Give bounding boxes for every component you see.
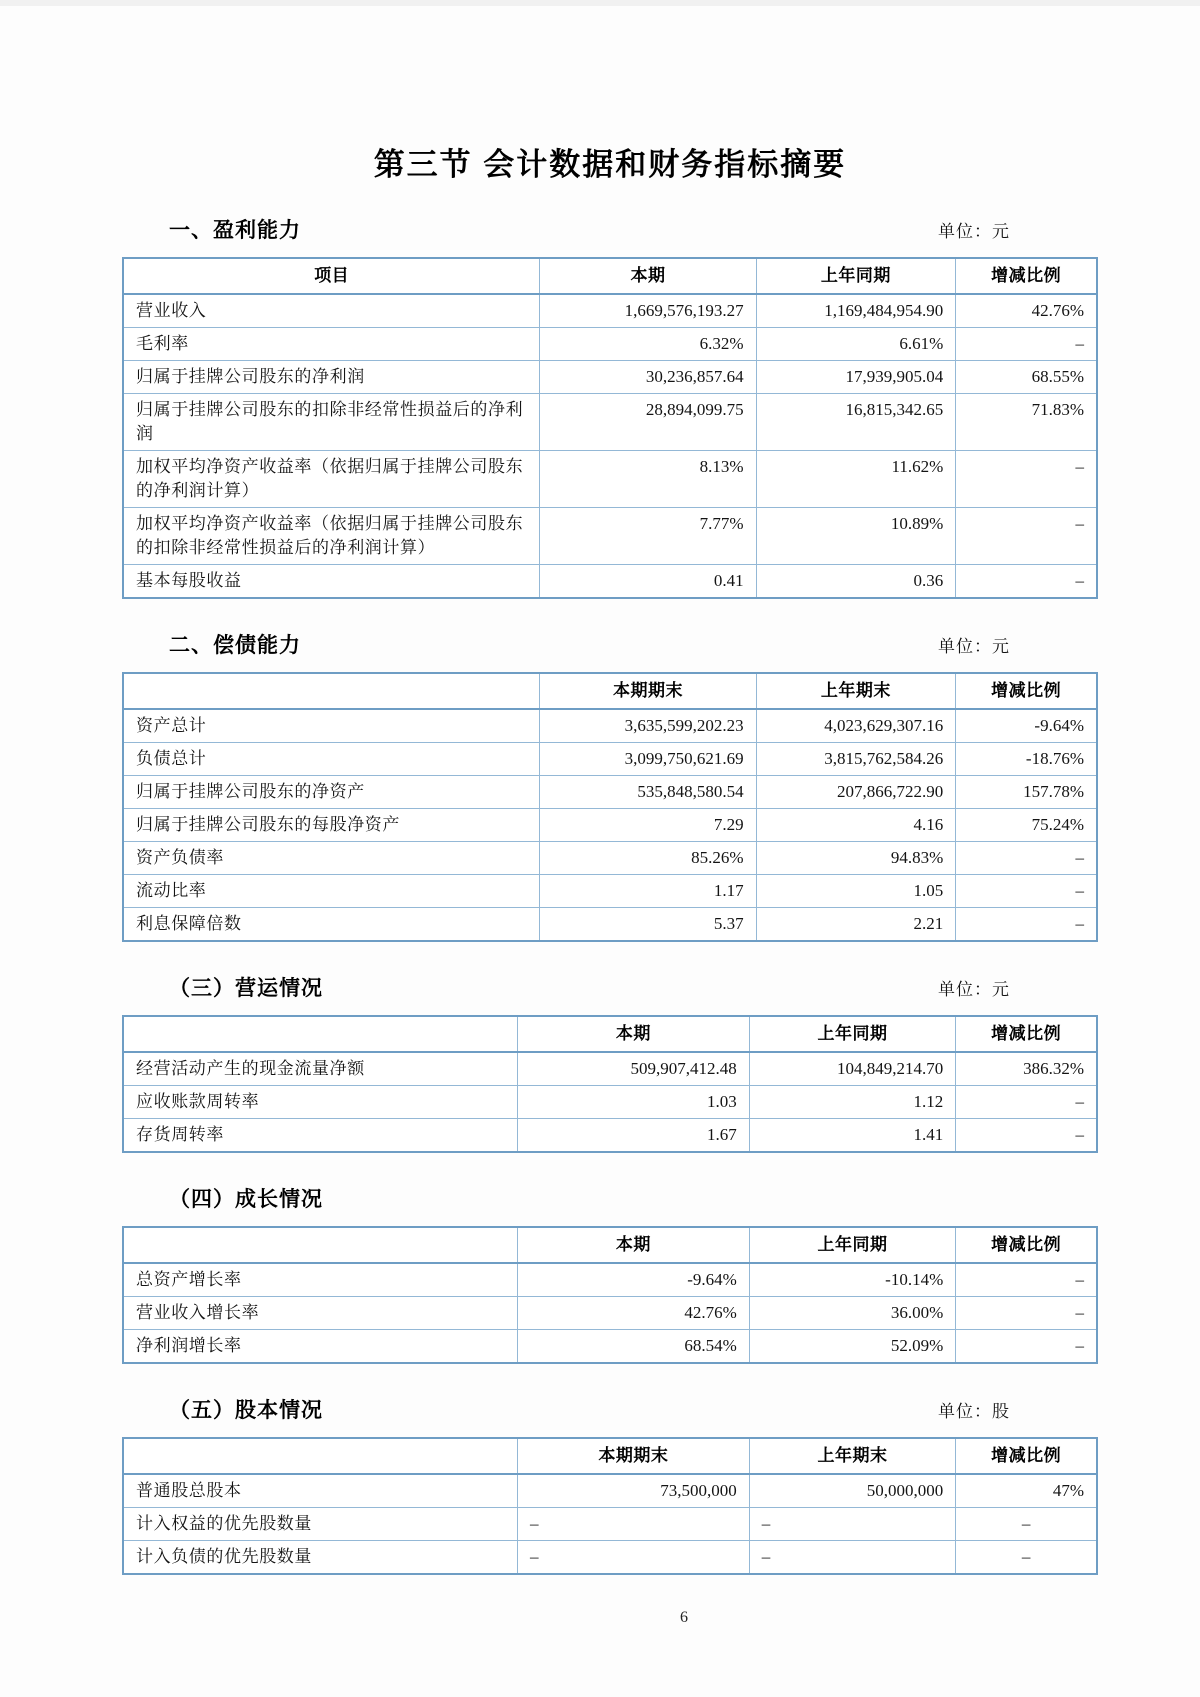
table-row: [123, 776, 1097, 809]
row-label-cell: 负债总计: [123, 743, 540, 776]
value-cell: 10.89%: [756, 508, 956, 565]
table-row: [123, 1297, 1097, 1330]
table-row: [123, 1086, 1097, 1119]
value-cell: -10.14%: [749, 1263, 955, 1297]
row-label-cell: 加权平均净资产收益率（依据归属于挂牌公司股东的净利润计算）: [123, 451, 540, 508]
table-row: [123, 908, 1097, 942]
table-header-row: [123, 1016, 1097, 1052]
value-cell: 1,169,484,954.90: [756, 294, 956, 328]
table-row: [123, 743, 1097, 776]
value-cell: –: [749, 1541, 955, 1575]
column-header: 上年同期: [749, 1016, 955, 1052]
value-cell: –: [956, 508, 1097, 565]
value-cell: 42.76%: [517, 1297, 749, 1330]
column-header: 上年同期: [756, 258, 956, 294]
column-header: 本期: [517, 1227, 749, 1263]
value-cell: 94.83%: [756, 842, 956, 875]
value-cell: 85.26%: [540, 842, 756, 875]
row-label-cell: 经营活动产生的现金流量净额: [123, 1052, 517, 1086]
column-header: 增减比例: [956, 1438, 1097, 1474]
share-capital-table: [122, 1437, 1098, 1575]
column-header: 增减比例: [956, 258, 1097, 294]
value-cell: 16,815,342.65: [756, 394, 956, 451]
row-label-cell: 计入权益的优先股数量: [123, 1508, 517, 1541]
value-cell: 207,866,722.90: [756, 776, 956, 809]
section-heading: （四）成长情况: [169, 1188, 323, 1211]
row-label-cell: 总资产增长率: [123, 1263, 517, 1297]
value-cell: –: [956, 875, 1097, 908]
value-cell: 71.83%: [956, 394, 1097, 451]
value-cell: –: [956, 1541, 1097, 1575]
row-label-cell: 应收账款周转率: [123, 1086, 517, 1119]
value-cell: 157.78%: [956, 776, 1097, 809]
row-label-cell: 流动比率: [123, 875, 540, 908]
column-header: 项目: [123, 258, 540, 294]
row-label-cell: 加权平均净资产收益率（依据归属于挂牌公司股东的扣除非经常性损益后的净利润计算）: [123, 508, 540, 565]
page-title: 第三节 会计数据和财务指标摘要: [373, 147, 847, 182]
value-cell: 7.77%: [540, 508, 756, 565]
value-cell: 1.17: [540, 875, 756, 908]
row-label-cell: 营业收入: [123, 294, 540, 328]
section-heading-row: [122, 214, 1098, 244]
table-row: [123, 842, 1097, 875]
section-heading-row: [122, 972, 1098, 1002]
value-cell: 3,635,599,202.23: [540, 709, 756, 743]
value-cell: –: [956, 908, 1097, 942]
row-label-cell: 普通股总股本: [123, 1474, 517, 1508]
value-cell: -18.76%: [956, 743, 1097, 776]
value-cell: –: [956, 1119, 1097, 1153]
value-cell: 47%: [956, 1474, 1097, 1508]
value-cell: 68.55%: [956, 361, 1097, 394]
value-cell: 11.62%: [756, 451, 956, 508]
value-cell: -9.64%: [517, 1263, 749, 1297]
value-cell: –: [956, 1263, 1097, 1297]
table-header-row: [123, 258, 1097, 294]
table-header-row: [123, 1227, 1097, 1263]
section-heading-row: [122, 629, 1098, 659]
row-label-cell: 毛利率: [123, 328, 540, 361]
section-heading-row: [122, 1183, 1098, 1213]
table-header-row: [123, 673, 1097, 709]
row-label-cell: 营业收入增长率: [123, 1297, 517, 1330]
value-cell: 1.41: [749, 1119, 955, 1153]
row-label-cell: 存货周转率: [123, 1119, 517, 1153]
column-header: 增减比例: [956, 1016, 1097, 1052]
value-cell: –: [956, 451, 1097, 508]
table-row: [123, 1119, 1097, 1153]
table-row: [123, 1474, 1097, 1508]
row-label-cell: 归属于挂牌公司股东的扣除非经常性损益后的净利润: [123, 394, 540, 451]
value-cell: –: [956, 1086, 1097, 1119]
value-cell: 73,500,000: [517, 1474, 749, 1508]
value-cell: 7.29: [540, 809, 756, 842]
value-cell: 3,815,762,584.26: [756, 743, 956, 776]
value-cell: 104,849,214.70: [749, 1052, 955, 1086]
value-cell: 4.16: [756, 809, 956, 842]
section-heading: 一、盈利能力: [169, 219, 301, 242]
solvency-table: [122, 672, 1098, 942]
value-cell: 6.61%: [756, 328, 956, 361]
table-row: [123, 1541, 1097, 1575]
unit-label: 单位：元: [938, 637, 1010, 656]
value-cell: 50,000,000: [749, 1474, 955, 1508]
column-header: 本期: [540, 258, 756, 294]
row-label-cell: 归属于挂牌公司股东的净利润: [123, 361, 540, 394]
column-header: 上年期末: [756, 673, 956, 709]
table-row: [123, 1263, 1097, 1297]
value-cell: 0.41: [540, 565, 756, 599]
value-cell: 386.32%: [956, 1052, 1097, 1086]
value-cell: 0.36: [756, 565, 956, 599]
row-label-cell: 基本每股收益: [123, 565, 540, 599]
section-share-capital: [122, 1394, 1098, 1575]
row-label-cell: 利息保障倍数: [123, 908, 540, 942]
value-cell: –: [956, 1330, 1097, 1364]
value-cell: 1.67: [517, 1119, 749, 1153]
section-heading: 二、偿债能力: [169, 634, 301, 657]
table-header-row: [123, 1438, 1097, 1474]
value-cell: 1.03: [517, 1086, 749, 1119]
column-header: [123, 1227, 517, 1263]
column-header: 本期期末: [517, 1438, 749, 1474]
table-row: [123, 809, 1097, 842]
value-cell: 30,236,857.64: [540, 361, 756, 394]
value-cell: –: [749, 1508, 955, 1541]
profitability-table: [122, 257, 1098, 599]
table-row: [123, 1052, 1097, 1086]
value-cell: –: [517, 1508, 749, 1541]
value-cell: 28,894,099.75: [540, 394, 756, 451]
value-cell: 3,099,750,621.69: [540, 743, 756, 776]
section-profitability: [122, 214, 1098, 599]
value-cell: 17,939,905.04: [756, 361, 956, 394]
value-cell: –: [956, 328, 1097, 361]
value-cell: 75.24%: [956, 809, 1097, 842]
value-cell: 535,848,580.54: [540, 776, 756, 809]
row-label-cell: 净利润增长率: [123, 1330, 517, 1364]
value-cell: 68.54%: [517, 1330, 749, 1364]
value-cell: 509,907,412.48: [517, 1052, 749, 1086]
table-row: [123, 1330, 1097, 1364]
table-row: [123, 451, 1097, 508]
column-header: 本期期末: [540, 673, 756, 709]
column-header: 本期: [517, 1016, 749, 1052]
value-cell: –: [956, 1297, 1097, 1330]
value-cell: 1,669,576,193.27: [540, 294, 756, 328]
value-cell: –: [956, 565, 1097, 599]
table-row: [123, 328, 1097, 361]
column-header: 增减比例: [956, 673, 1097, 709]
value-cell: 1.05: [756, 875, 956, 908]
page-content: [122, 0, 1098, 1627]
value-cell: 5.37: [540, 908, 756, 942]
column-header: [123, 1438, 517, 1474]
section-heading: （三）营运情况: [169, 977, 323, 1000]
operations-table: [122, 1015, 1098, 1153]
value-cell: 8.13%: [540, 451, 756, 508]
value-cell: –: [517, 1541, 749, 1575]
value-cell: 42.76%: [956, 294, 1097, 328]
unit-label: 单位：元: [938, 222, 1010, 241]
row-label-cell: 资产负债率: [123, 842, 540, 875]
row-label-cell: 归属于挂牌公司股东的每股净资产: [123, 809, 540, 842]
unit-label: 单位：股: [938, 1402, 1010, 1421]
section-growth: [122, 1183, 1098, 1364]
table-row: [123, 294, 1097, 328]
table-row: [123, 709, 1097, 743]
section-operations: [122, 972, 1098, 1153]
value-cell: –: [956, 1508, 1097, 1541]
column-header: 上年同期: [749, 1227, 955, 1263]
row-label-cell: 计入负债的优先股数量: [123, 1541, 517, 1575]
section-heading-row: [122, 1394, 1098, 1424]
table-row: [123, 565, 1097, 599]
section-solvency: [122, 629, 1098, 942]
value-cell: -9.64%: [956, 709, 1097, 743]
table-row: [123, 361, 1097, 394]
row-label-cell: 归属于挂牌公司股东的净资产: [123, 776, 540, 809]
column-header: [123, 1016, 517, 1052]
value-cell: –: [956, 842, 1097, 875]
page-number: 6: [680, 1609, 688, 1626]
table-row: [123, 508, 1097, 565]
value-cell: 1.12: [749, 1086, 955, 1119]
column-header: 增减比例: [956, 1227, 1097, 1263]
column-header: 上年期末: [749, 1438, 955, 1474]
unit-label: 单位：元: [938, 980, 1010, 999]
value-cell: 36.00%: [749, 1297, 955, 1330]
table-row: [123, 394, 1097, 451]
table-row: [123, 875, 1097, 908]
value-cell: 6.32%: [540, 328, 756, 361]
value-cell: 2.21: [756, 908, 956, 942]
value-cell: 4,023,629,307.16: [756, 709, 956, 743]
growth-table: [122, 1226, 1098, 1364]
column-header: [123, 673, 540, 709]
table-row: [123, 1508, 1097, 1541]
value-cell: 52.09%: [749, 1330, 955, 1364]
row-label-cell: 资产总计: [123, 709, 540, 743]
section-heading: （五）股本情况: [169, 1399, 323, 1422]
